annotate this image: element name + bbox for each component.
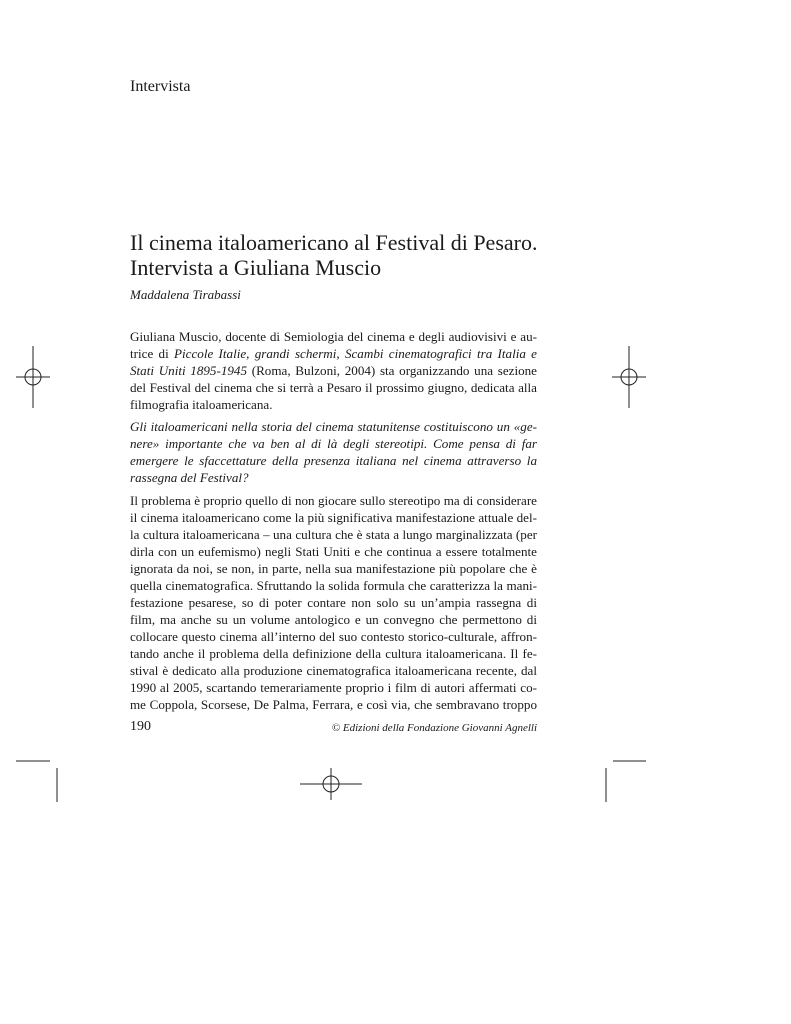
answer-line: 1990 al 2005, scartando temerariamente proprio i film di autori affermati co- bbox=[130, 680, 537, 695]
crop-mark-bottom-right-icon bbox=[606, 761, 646, 802]
registration-target-bottom-icon bbox=[300, 768, 362, 800]
page-number: 190 bbox=[130, 719, 151, 734]
book-title-italic: Stati Uniti 1895-1945 bbox=[130, 363, 248, 378]
article-author: Maddalena Tirabassi bbox=[130, 287, 241, 302]
question-line: nere» importante che va ben al di là degli stereotipi. Come pensa di far bbox=[130, 436, 537, 451]
answer-line: me Coppola, Scorsese, De Palma, Ferrara, e così via, che sembravano troppo bbox=[130, 697, 537, 712]
crop-mark-bottom-left-icon bbox=[16, 761, 57, 802]
answer-line: stival è dedicato alla produzione cinematografica italoamericana recente, dal bbox=[130, 663, 537, 678]
question-line: emergere le sfaccettature della presenza italiana nel cinema attraverso la bbox=[130, 453, 537, 468]
registration-target-left-icon bbox=[16, 346, 50, 408]
question-line: rassegna del Festival? bbox=[130, 470, 249, 485]
book-title-italic: Piccole Italie, grandi schermi, Scambi cinematografici tra Italia e bbox=[174, 346, 537, 361]
intro-line-text: (Roma, Bulzoni, 2004) sta organizzando una sezione bbox=[247, 363, 537, 378]
question-line: Gli italoamericani nella storia del cinema statunitense costituiscono un «ge- bbox=[130, 419, 537, 434]
answer-line: il cinema italoamericano come la più significativa manifestazione attuale del- bbox=[130, 510, 537, 525]
intro-line: filmografia italoamericana. bbox=[130, 397, 273, 412]
answer-line: Il problema è proprio quello di non giocare sullo stereotipo ma di considerare bbox=[130, 493, 537, 508]
copyright-notice: © Edizioni della Fondazione Giovanni Agnelli bbox=[331, 722, 537, 734]
answer-line: dirla con un eufemismo) negli Stati Uniti e che continua a essere totalmente bbox=[130, 544, 537, 559]
running-header: Intervista bbox=[130, 78, 191, 95]
answer-line: collocare questo cinema all’interno del suo contesto storico-culturale, affron- bbox=[130, 629, 537, 644]
answer-line: la cultura italoamericana – una cultura che è stata a lungo marginalizzata (per bbox=[130, 527, 537, 542]
answer-line: quella cinematografica. Sfruttando la solida formula che caratterizza la mani- bbox=[130, 578, 537, 593]
answer-line: film, ma anche su un volume antologico e un convegno che permettono di bbox=[130, 612, 537, 627]
intro-line: del Festival del cinema che si terrà a Pesaro il prossimo giugno, dedicata alla bbox=[130, 380, 537, 395]
answer-line: tando anche il problema della definizione della cultura italoamericana. Il fe- bbox=[130, 646, 537, 661]
registration-target-right-icon bbox=[612, 346, 646, 408]
article-title-line-1: Il cinema italoamericano al Festival di Pesaro. bbox=[130, 230, 538, 255]
answer-line: festazione pesarese, so di poter contare non solo su un’ampia rassegna di bbox=[130, 595, 537, 610]
article-title-line-2: Intervista a Giuliana Muscio bbox=[130, 255, 382, 280]
intro-line-text: trice di bbox=[130, 346, 175, 361]
intro-line: Giuliana Muscio, docente di Semiologia del cinema e degli audiovisivi e au- bbox=[130, 329, 537, 344]
answer-line: ignorata da noi, se non, in parte, nella sua manifestazione più popolare che è bbox=[130, 561, 537, 576]
